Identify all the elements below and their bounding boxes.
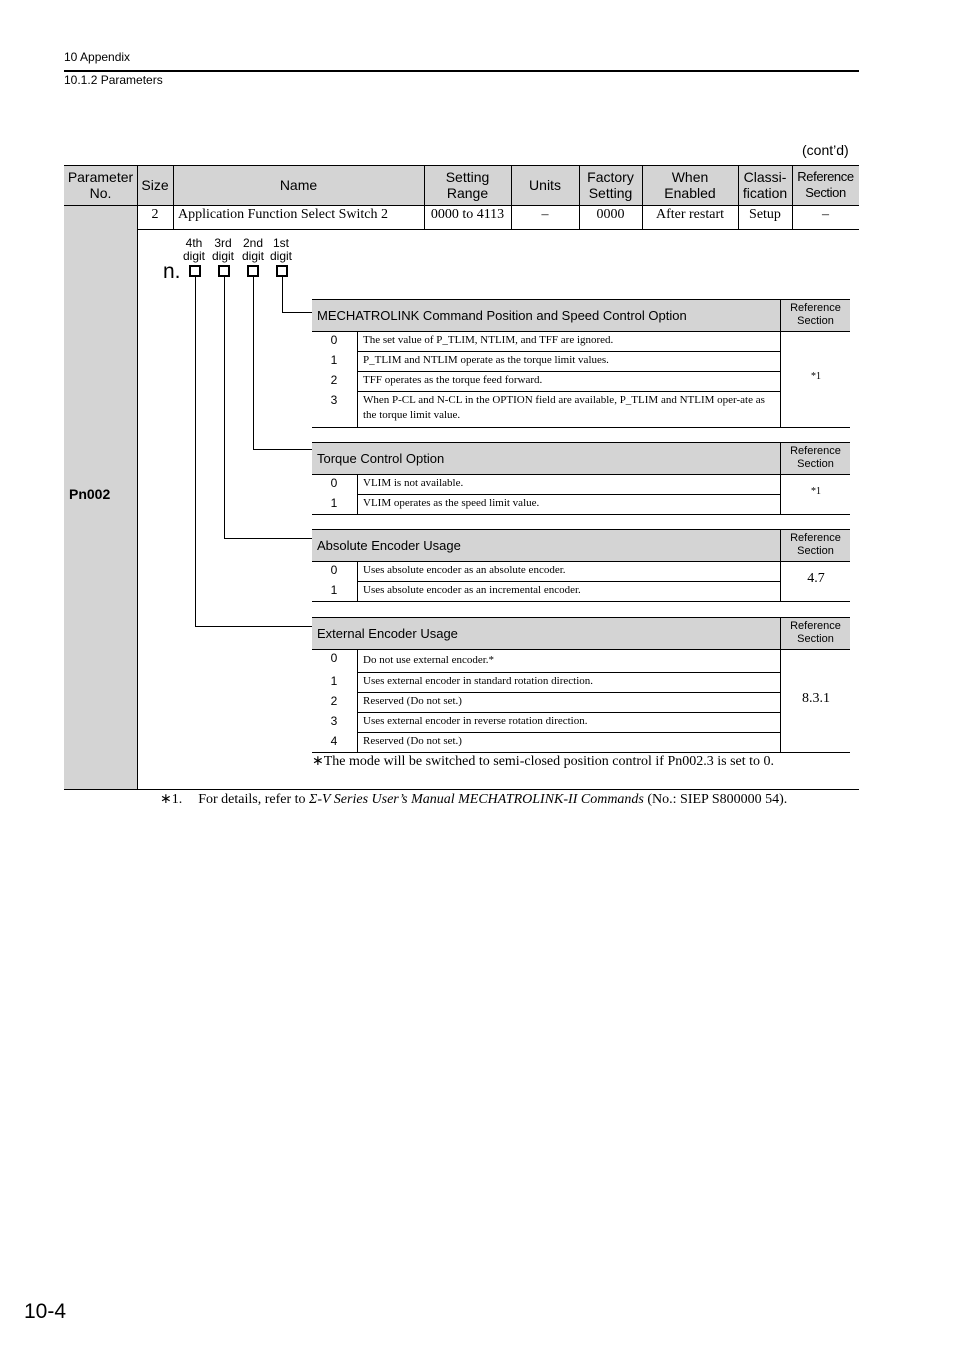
row-units: –: [541, 207, 549, 222]
ref-header-2b: Section: [797, 458, 834, 470]
subtable-2-title: Torque Control Option: [312, 442, 781, 474]
col-units: Units: [511, 165, 579, 205]
digit-box-4th: [189, 265, 201, 277]
subtable-3-ref-header: [781, 529, 850, 561]
header-bottom-line: [64, 205, 859, 206]
st1-num-3: 3: [330, 393, 338, 407]
col-name: Name: [173, 165, 424, 205]
st2-v2: [780, 442, 781, 514]
connector-2nd-v: [253, 277, 254, 450]
col-reference-line2: Section: [805, 185, 846, 200]
ref-header-3b: Section: [797, 545, 834, 557]
ref-header-4a: Reference: [790, 620, 841, 632]
col-factory-line1: Factory: [587, 169, 634, 185]
st3-num-1: 1: [330, 583, 338, 597]
col-setting-range: [424, 165, 511, 205]
st2-r1: [357, 494, 781, 495]
digit-box-3rd: [218, 265, 230, 277]
footnote-mark: ∗1.: [160, 792, 183, 807]
st4-num-3: 3: [330, 714, 338, 728]
st1-desc-2: TFF operates as the torque feed forward.: [363, 374, 543, 386]
st2-head-bottom: [312, 474, 850, 475]
digit-label-4th-b: digit: [182, 249, 205, 263]
row-size: 2: [151, 207, 159, 222]
subtable-4-ref-header: [781, 617, 850, 649]
st2-v1: [357, 474, 358, 514]
st4-r1: [357, 672, 781, 673]
st4-r2: [357, 692, 781, 693]
param-id: Pn002: [69, 486, 111, 502]
connector-3rd-v: [224, 277, 225, 539]
row-reference: –: [822, 207, 829, 222]
digit-label-2nd: [238, 237, 268, 263]
st1-r3: [357, 391, 781, 392]
col-factory-setting: [579, 165, 642, 205]
star-note: ∗The mode will be switched to semi-closed position control if Pn002.3 is set to 0.: [312, 754, 775, 769]
subtable-3-title: Absolute Encoder Usage: [312, 529, 781, 561]
footnote-prefix: For details, refer to: [198, 792, 310, 807]
connector-3rd-h: [224, 538, 312, 539]
st1-r1: [357, 351, 781, 352]
st3-r1: [357, 581, 781, 582]
digit-label-2nd-a: 2nd: [242, 236, 264, 250]
row-bottom-line: [137, 229, 859, 230]
st1-head-bottom: [312, 331, 850, 332]
col-classification: [738, 165, 792, 205]
contd-label: (cont’d): [802, 142, 849, 158]
digit-label-4th: [179, 237, 209, 263]
st4-num-2: 2: [330, 694, 338, 708]
vline-size: [137, 165, 138, 789]
digit-box-2nd: [247, 265, 259, 277]
col-parameter-no-line2: No.: [89, 185, 112, 201]
digit-label-3rd-a: 3rd: [214, 236, 232, 250]
subtable-2-ref-header: [781, 442, 850, 474]
st4-desc-2: Reserved (Do not set.): [363, 695, 462, 707]
st1-v2: [780, 299, 781, 427]
row-classification: Setup: [749, 207, 781, 222]
st1-r2: [357, 371, 781, 372]
st1-reference: *1: [811, 371, 821, 382]
st2-top: [312, 442, 850, 443]
st1-top: [312, 299, 850, 300]
st3-desc-0: Uses absolute encoder as an absolute encoder.: [363, 564, 566, 576]
st4-desc-1: Uses external encoder in standard rotation direction.: [363, 675, 594, 687]
digit-label-2nd-b: digit: [241, 249, 264, 263]
ref-header-2a: Reference: [790, 445, 841, 457]
st3-head-bottom: [312, 561, 850, 562]
ref-header-1b: Section: [797, 315, 834, 327]
st4-reference: 8.3.1: [802, 691, 830, 706]
st4-desc-0: Do not use external encoder.*: [363, 654, 495, 666]
st3-desc-1: Uses absolute encoder as an incremental encoder.: [363, 584, 581, 596]
connector-1st-v: [282, 277, 283, 313]
st2-desc-0: VLIM is not available.: [363, 477, 464, 489]
st4-top: [312, 617, 850, 618]
table-top-line: [64, 165, 859, 166]
connector-4th-v: [195, 277, 196, 627]
st3-num-0: 0: [330, 563, 338, 577]
col-when-line2: Enabled: [664, 185, 716, 201]
subtable-4-title: External Encoder Usage: [312, 617, 781, 649]
st1-desc-3: When P-CL and N-CL in the OPTION field are available, P_TLIM and NTLIM oper-ate as the torque limit value.: [363, 394, 765, 421]
st1-desc-0: The set value of P_TLIM, NTLIM, and TFF are ignored.: [363, 334, 614, 346]
row-setting-range: 0000 to 4113: [430, 207, 505, 222]
footnote-title: Σ-V Series User’s Manual MECHATROLINK-II Commands: [309, 792, 644, 807]
st2-num-0: 0: [330, 476, 338, 490]
st2-num-1: 1: [330, 496, 338, 510]
row-when-enabled: After restart: [655, 207, 725, 222]
chapter-header: 10 Appendix: [64, 50, 131, 64]
st4-num-0: 0: [330, 651, 338, 665]
col-setting-range-line1: Setting: [445, 169, 490, 185]
digit-box-1st: [276, 265, 288, 277]
connector-2nd-h: [253, 449, 312, 450]
table-bottom-line: [64, 789, 859, 790]
col-when-enabled: [642, 165, 738, 205]
st3-top: [312, 529, 850, 530]
st1-desc-1: P_TLIM and NTLIM operate as the torque limit values.: [363, 354, 609, 366]
ref-header-4b: Section: [797, 633, 834, 645]
subtable-1-ref-header: [781, 299, 850, 331]
st4-desc-3: Uses external encoder in reverse rotation direction.: [363, 715, 588, 727]
col-reference-line1: Reference: [797, 169, 854, 184]
footnote: [160, 791, 787, 808]
st4-v2: [780, 617, 781, 752]
digit-prefix: n.: [163, 260, 181, 283]
footnote-suffix: (No.: SIEP S800000 54).: [643, 792, 788, 807]
digit-label-3rd: [208, 237, 238, 263]
st3-reference: 4.7: [807, 571, 825, 586]
col-size: Size: [137, 165, 173, 205]
digit-label-4th-a: 4th: [185, 236, 203, 250]
col-setting-range-line2: Range: [446, 185, 489, 201]
digit-label-1st: [266, 237, 296, 263]
digit-label-1st-a: 1st: [272, 236, 289, 250]
row-factory-setting: 0000: [596, 207, 625, 222]
st1-num-0: 0: [330, 333, 338, 347]
col-parameter-no-line1: Parameter: [67, 169, 134, 185]
digit-label-1st-b: digit: [269, 249, 292, 263]
st4-r4: [357, 732, 781, 733]
col-classi-line2: fication: [742, 185, 788, 201]
col-when-line1: When: [671, 169, 709, 185]
section-header: 10.1.2 Parameters: [64, 73, 163, 87]
st3-v2: [780, 529, 781, 601]
col-parameter-no: [64, 165, 137, 205]
subtable-1-title: MECHATROLINK Command Position and Speed Control Option: [312, 299, 781, 331]
ref-header-3a: Reference: [790, 532, 841, 544]
connector-4th-h: [195, 626, 312, 627]
st3-v1: [357, 561, 358, 601]
st4-num-4: 4: [330, 734, 338, 748]
st3-bottom: [312, 601, 850, 602]
col-factory-line2: Setting: [588, 185, 633, 201]
header-rule: [64, 70, 859, 72]
st4-desc-4: Reserved (Do not set.): [363, 735, 462, 747]
col-reference-section: [792, 165, 859, 205]
st1-num-2: 2: [330, 373, 338, 387]
row-name: Application Function Select Switch 2: [178, 207, 388, 222]
col-classi-line1: Classi-: [743, 169, 787, 185]
page-number: 10-4: [24, 1300, 67, 1323]
st4-num-1: 1: [330, 674, 338, 688]
st1-bottom: [312, 427, 850, 428]
st2-bottom: [312, 514, 850, 515]
st2-desc-1: VLIM operates as the speed limit value.: [363, 497, 540, 509]
st4-r3: [357, 712, 781, 713]
vline-name: [173, 165, 174, 229]
connector-1st-h: [282, 312, 312, 313]
st1-num-1: 1: [330, 353, 338, 367]
st2-reference: *1: [811, 486, 821, 497]
st4-head-bottom: [312, 649, 850, 650]
digit-label-3rd-b: digit: [211, 249, 234, 263]
st4-v1: [357, 649, 358, 752]
ref-header-1a: Reference: [790, 302, 841, 314]
st1-v1: [357, 331, 358, 427]
